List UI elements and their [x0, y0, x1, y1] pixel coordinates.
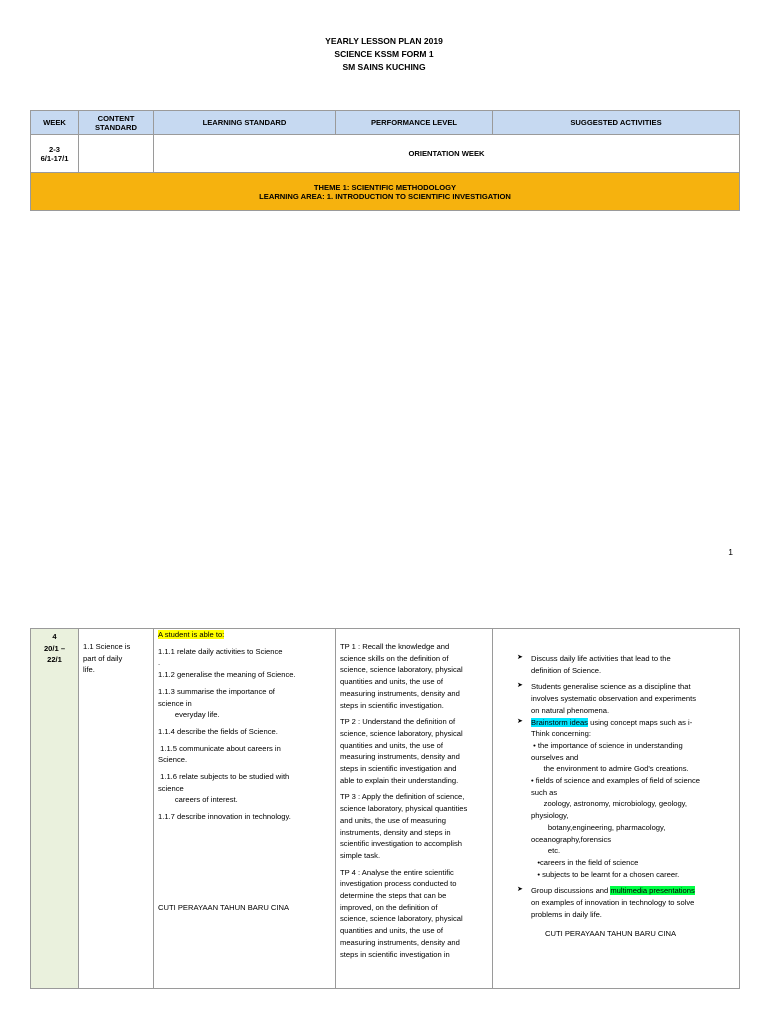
week4-date-start: 20/1 –	[43, 643, 66, 653]
week4-date-end: 22/1	[47, 655, 62, 665]
school-name: SM SAINS KUCHING	[342, 62, 426, 72]
table-header-row	[31, 111, 740, 135]
lesson-plan-table-week4	[30, 628, 740, 989]
activity-item: ➤ Students generalise science as a discipline that involves systematic observation and experiments on natural phenomena.	[517, 682, 697, 715]
arrow-bullet-icon: ➤	[517, 654, 523, 661]
page-number: 1	[728, 547, 733, 557]
performance-level-tp4: TP 4 : Analyse the entire scientific investigation process conducted to determine the steps that can be improved, on the definition of science, science laboratory, physical quantities and units, the use of measuring instruments, density and steps in scientific investigation in	[340, 867, 463, 959]
arrow-bullet-icon: ➤	[517, 886, 523, 894]
orientation-week-dates: 6/1-17/1	[40, 153, 69, 163]
orientation-label: ORIENTATION WEEK	[154, 135, 740, 173]
learning-area-title: LEARNING AREA: 1. INTRODUCTION TO SCIENTIFIC INVESTIGATION	[259, 191, 511, 201]
col-content-standard: CONTENT STANDARD	[79, 111, 154, 135]
content-standard-line: 1.1 Science is	[83, 642, 131, 651]
learning-item: 1.1.4 describe the fields of Science.	[158, 726, 278, 736]
learning-item: 1.1.2 generalise the meaning of Science.	[158, 670, 296, 680]
learning-item: 1.1.5 communicate about careers in Science.	[158, 743, 281, 765]
orientation-week-number: 2-3	[49, 144, 60, 154]
learning-item: 1.1.7 describe innovation in technology.	[158, 812, 291, 822]
orientation-row	[31, 135, 740, 173]
week4-content-cell	[79, 629, 154, 989]
week4-activities-cell	[493, 629, 740, 989]
content-standard-line: part of daily	[83, 653, 123, 663]
col-week: WEEK	[31, 111, 79, 135]
orientation-week-cell	[31, 135, 79, 173]
learning-item: 1.1.6 relate subjects to be studied with science careers of interest.	[158, 772, 290, 805]
week4-number: 4	[52, 632, 57, 641]
activities-holiday-note: CUTI PERAYAAN TAHUN BARU CINA	[545, 929, 677, 939]
lesson-plan-table-top	[30, 110, 740, 211]
activity-item: ➤ Group discussions and multimedia presentations on examples of innovation in technology to solve problems in daily life.	[517, 886, 695, 919]
col-learning-standard: LEARNING STANDARD	[154, 111, 336, 135]
week4-learning-cell	[154, 629, 336, 989]
col-suggested-activities: SUGGESTED ACTIVITIES	[493, 111, 740, 135]
doc-subtitle: SCIENCE KSSM FORM 1	[334, 49, 434, 59]
orientation-empty-cell	[79, 135, 154, 173]
multimedia-highlight: multimedia presentations	[610, 886, 695, 896]
theme-row	[31, 173, 740, 211]
col-performance-level: PERFORMANCE LEVEL	[336, 111, 493, 135]
week4-performance-cell	[336, 629, 493, 989]
learning-item: 1.1.3 summarise the importance of science in everyday life.	[158, 686, 275, 720]
learning-item: 1.1.1 relate daily activities to Science .	[158, 646, 283, 668]
doc-title: YEARLY LESSON PLAN 2019	[325, 36, 443, 46]
week4-row	[31, 629, 740, 989]
content-standard-line: life.	[83, 665, 95, 675]
brainstorm-highlight: Brainstorm ideas	[531, 717, 588, 727]
theme-title: THEME 1: SCIENTIFIC METHODOLOGY	[313, 182, 457, 192]
performance-level-tp1: TP 1 : Recall the knowledge and science skills on the definition of science, science laboratory, physical quantities and units, the use of measuring instruments, density and steps in scientific investigation.	[340, 642, 463, 710]
week4-week-cell	[31, 629, 79, 989]
activity-item: ➤ Brainstorm ideas using concept maps such as i- Think concerning: • the importance of science in understanding ourselves and the environment to admire God's creations. • fields of science and examples of field of science such as zoology, astronomy, microbiology, geology, physiology, botany,engineering, pharmacology, oceanography,forensics etc. •careers in the field of science • subjects to be learnt for a chosen career.	[517, 717, 700, 879]
performance-level-tp3: TP 3 : Apply the definition of science, science laboratory, physical quantities and units, the use of measuring instruments, density and steps in scientific investigation to accomplish simple task.	[340, 792, 468, 860]
learning-holiday-note: CUTI PERAYAAN TAHUN BARU CINA	[158, 902, 290, 912]
arrow-bullet-icon: ➤	[517, 717, 523, 725]
learning-intro: A student is able to:	[158, 630, 225, 639]
theme-cell	[31, 173, 740, 211]
performance-level-tp2: TP 2 : Understand the definition of science, science laboratory, physical quantities and units, the use of measuring instruments, density and steps in scientific investigation and able to explain their understanding.	[340, 717, 463, 785]
arrow-bullet-icon: ➤	[517, 682, 523, 690]
activity-item: ➤ Discuss daily life activities that lead to the definition of Science.	[517, 654, 671, 675]
